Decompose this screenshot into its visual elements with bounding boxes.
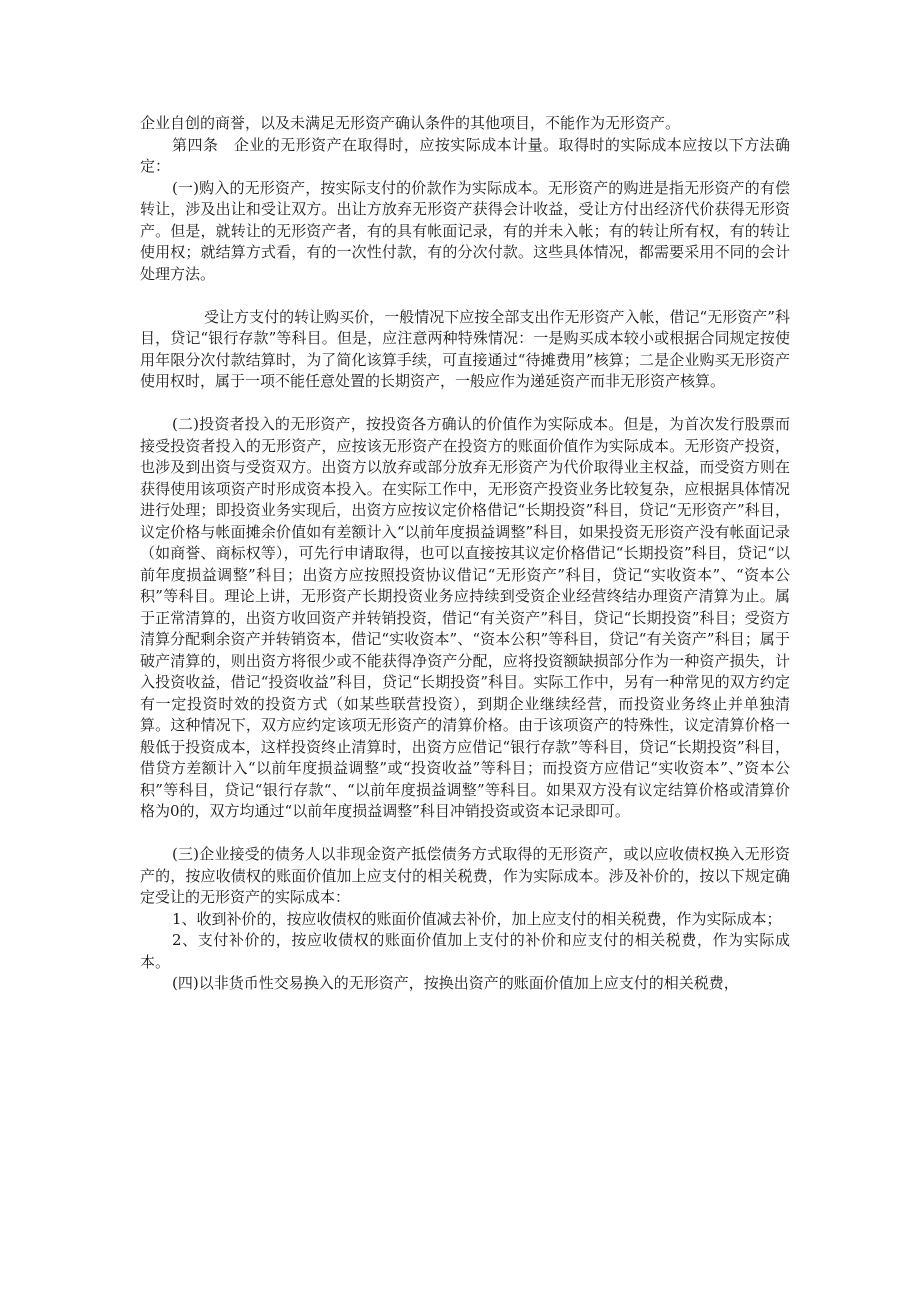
paragraph-article-four: 第四条 企业的无形资产在取得时，应按实际成本计量。取得时的实际成本应按以下方法确定： xyxy=(140,135,790,175)
paragraph-purchased: (一)购入的无形资产，按实际支付的价款作为实际成本。无形资产的购进是指无形资产的有偿转让，涉及出让和受让双方。出让方放弃无形资产获得会计收益，受让方付出经济代价获得无形资产。但是，就转让的无形资产者，有的具有帐面记录，有的并未入帐；有的转让所有权，有的转让使用权；就结算方式看，有的一次性付款，有的分次付款。这些具体情况，都需要采用不同的会计处理方法。 xyxy=(140,178,790,283)
paragraph-investor: (二)投资者投入的无形资产，按投资各方确认的价值作为实际成本。但是，为首次发行股票而接受投资者投入的无形资产，应按该无形资产在投资方的账面价值作为实际成本。无形资产投资，也涉及到出资与受资双方。出资方以放弃或部分放弃无形资产为代价取得业主权益，而受资方则在获得使用该项资产时形成资本投入。在实际工作中，无形资产投资业务比较复杂，应根据具体情况进行处理；即投资业务实现后，出资方应按议定价格借记“长期投资”科目，贷记“无形资产”科目，议定价格与帐面摊余价值如有差额计入“以前年度损益调整”科目，如果投资无形资产没有帐面记录（如商誉、商标权等），可先行申请取得，也可以直接按其议定价格借记“长期投资”科目，贷记“以前年度损益调整”科目；出资方应按照投资协议借记“无形资产”科目，贷记“实收资本”、“资本公积”等科目。理论上讲，无形资产长期投资业务应持续到受资企业经营终结办理资产清算为止。属于正常清算的，出资方收回资产并转销投资，借记“有关资产”科目，贷记“长期投资”科目；受资方清算分配剩余资产并转销资本，借记“实收资本”、“资本公积”等科目，贷记“有关资产”科目；属于破产清算的，则出资方将很少或不能获得净资产分配，应将投资额缺损部分作为一种资产损失，计入投资收益，借记“投资收益”科目，贷记“长期投资”科目。实际工作中，另有一种常见的双方约定有一定投资时效的投资方式（如某些联营投资），到期企业继续经营，而投资业务终止并单独清算。这种情况下，双方应约定该项无形资产的清算价格。由于该项资产的特殊性，议定清算价格一般低于投资成本，这样投资终止清算时，出资方应借记“银行存款”等科目，贷记“长期投资”科目，借贷方差额计入“以前年度损益调整”或“投资收益”等科目；而投资方应借记“实收资本”、”资本公积”等科目，贷记“银行存款“、“以前年度损益调整”等科目。如果双方没有议定结算价格或清算价格为0的，双方均通过“以前年度损益调整”科目冲销投资或资本记录即可。 xyxy=(140,415,790,820)
paragraph-nonmonetary: (四)以非货币性交易换入的无形资产，按换出资产的账面价值加上应支付的相关税费， xyxy=(172,974,739,992)
paragraph-spacer xyxy=(140,285,790,307)
paragraph-spacer xyxy=(140,823,790,845)
document-body xyxy=(140,113,790,995)
paragraph-transferee: 受让方支付的转让购买价，一般情况下应按全部支出作无形资产入帐，借记“无形资产”科目，贷记“银行存款”等科目。但是，应注意两种特殊情况：一是购买成本较小或根据合同规定按使用年限分次付款结算时，为了简化该算手续，可直接通过“待摊费用”核算；二是企业购买无形资产使用权时，属于一项不能任意处置的长期资产，一般应作为递延资产而非无形资产核算。 xyxy=(140,307,790,390)
paragraph-spacer xyxy=(140,393,790,415)
paragraph-goodwill: 企业自创的商誉，以及未满足无形资产确认条件的其他项目，不能作为无形资产。 xyxy=(140,114,681,132)
paragraph-item-one: 1、收到补价的，按应收债权的账面价值减去补价，加上应支付的相关税费，作为实际成本； xyxy=(172,909,782,928)
paragraph-debt-restructuring: (三)企业接受的债务人以非现金资产抵偿债务方式取得的无形资产，或以应收债权换入无形资产的，按应收债权的账面价值加上应支付的相关税费，作为实际成本。涉及补价的，按以下规定确定受让的无形资产的实际成本： xyxy=(140,845,790,906)
paragraph-item-two: 2、支付补价的，按应收债权的账面价值加上支付的补价和应支付的相关税费，作为实际成本。 xyxy=(140,931,790,971)
